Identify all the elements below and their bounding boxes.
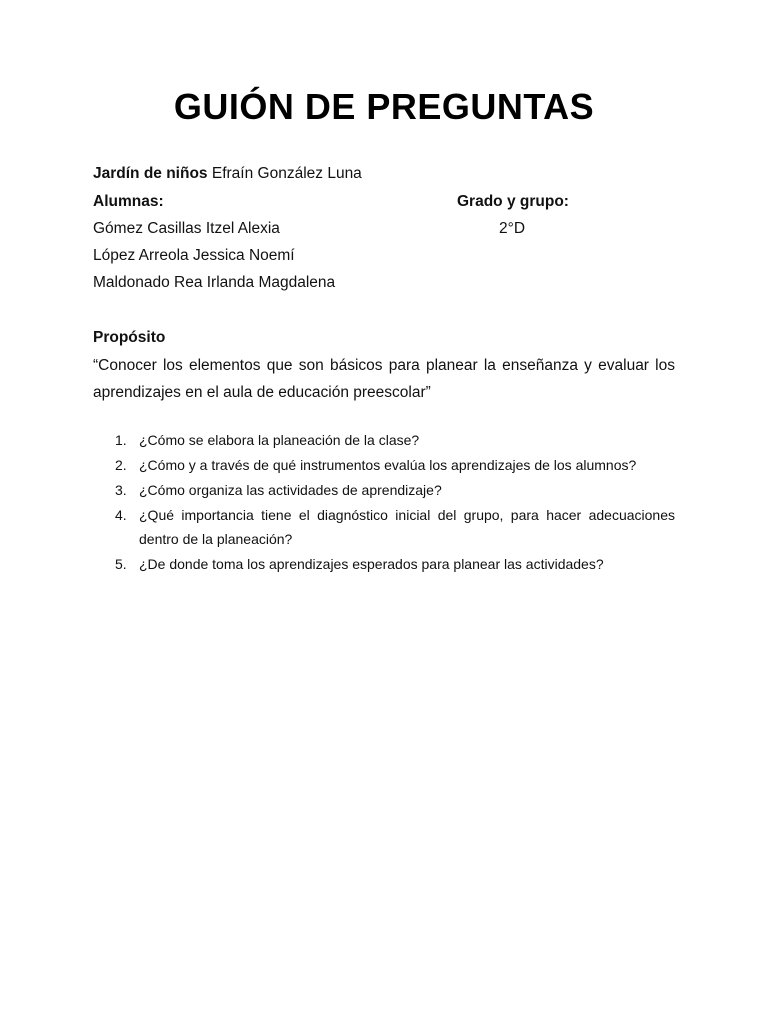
question-text: ¿Cómo y a través de qué instrumentos evalúa los aprendizajes de los alumnos? bbox=[139, 457, 637, 473]
school-line bbox=[93, 164, 362, 184]
question-text: ¿Cómo organiza las actividades de aprendizaje? bbox=[139, 482, 442, 498]
question-number: 1. bbox=[115, 432, 127, 448]
purpose-heading: Propósito bbox=[93, 329, 166, 346]
question-text: ¿De donde toma los aprendizajes esperados para planear las actividades? bbox=[139, 556, 604, 572]
questions-list bbox=[93, 428, 675, 577]
question-text: ¿Cómo se elabora la planeación de la clase? bbox=[139, 432, 420, 448]
question-item bbox=[93, 552, 675, 576]
question-item bbox=[93, 453, 675, 477]
question-item bbox=[93, 428, 675, 452]
question-item bbox=[93, 503, 675, 551]
school-name: Efraín González Luna bbox=[211, 165, 362, 182]
students-label: Alumnas: bbox=[93, 193, 164, 210]
question-number: 3. bbox=[115, 482, 127, 498]
question-number: 2. bbox=[115, 457, 127, 473]
document-title: GUIÓN DE PREGUNTAS bbox=[173, 86, 595, 127]
purpose-text: “Conocer los elementos que son básicos para planear la enseñanza y evaluar los aprendizajes en el aula de educación preescolar” bbox=[93, 357, 675, 401]
question-text: ¿Qué importancia tiene el diagnóstico inicial del grupo, para hacer adecuaciones dentro de la planeación? bbox=[139, 507, 675, 547]
student-name: Maldonado Rea Irlanda Magdalena bbox=[93, 274, 336, 291]
question-number: 4. bbox=[115, 507, 127, 523]
student-name: Gómez Casillas Itzel Alexia bbox=[93, 220, 280, 237]
grade-value: 2°D bbox=[499, 220, 526, 237]
question-number: 5. bbox=[115, 556, 127, 572]
student-name: López Arreola Jessica Noemí bbox=[93, 247, 295, 264]
question-item bbox=[93, 478, 675, 502]
school-label: Jardín de niños bbox=[93, 165, 208, 182]
grade-label: Grado y grupo: bbox=[457, 193, 569, 210]
